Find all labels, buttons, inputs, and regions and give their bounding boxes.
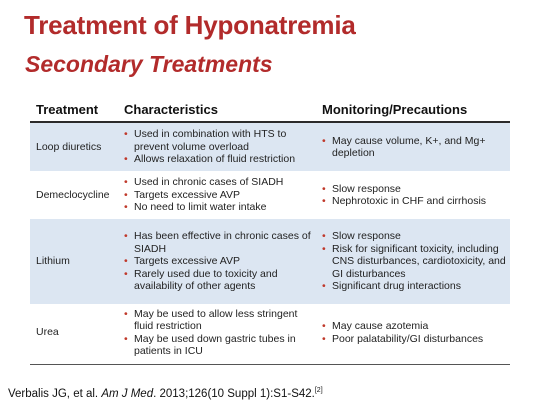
monitoring-cell (316, 304, 510, 361)
bullet-icon: • (322, 230, 326, 243)
list-item: • May cause volume, K+, and Mg+ depletion (322, 134, 486, 159)
list-item: • Used in combination with HTS to prevent volume overload (124, 128, 287, 153)
bullet-icon: • (124, 128, 128, 141)
slide-title: Treatment of Hyponatremia (24, 10, 356, 40)
list-item: • Rarely used due to toxicity and availability of other agents (124, 267, 278, 293)
bullet-icon: • (322, 320, 326, 332)
list-item: • May be used to allow less stringent fluid restriction (124, 307, 298, 332)
bullet-icon: • (124, 201, 128, 214)
header-monitoring: Monitoring/Precautions (316, 102, 510, 122)
header-characteristics: Characteristics (118, 102, 316, 122)
slide-subtitle: Secondary Treatments (25, 51, 273, 77)
table-bottom-divider (30, 364, 510, 365)
bullet-icon: • (124, 230, 128, 243)
bullet-icon: • (124, 332, 128, 345)
bullet-icon: • (124, 267, 128, 280)
list-item: • Slow response (322, 182, 401, 195)
treatment-table (30, 102, 510, 361)
characteristics-cell (118, 219, 316, 304)
table-row (30, 304, 510, 361)
list-item: • No need to limit water intake (124, 201, 267, 214)
table-header-row (30, 102, 510, 122)
bullet-icon: • (124, 153, 128, 166)
bullet-icon: • (322, 332, 326, 345)
bullet-icon: • (322, 280, 326, 293)
list-item: • Risk for significant toxicity, including CNS disturbances, cardiotoxicity, and GI disturbances (322, 242, 506, 280)
characteristics-cell (118, 122, 316, 171)
list-item: • Has been effective in chronic cases of SIADH (124, 230, 311, 255)
bullet-icon: • (322, 134, 326, 147)
list-item: • Targets excessive AVP (124, 188, 241, 201)
list-item: • Allows relaxation of fluid restriction (124, 153, 296, 166)
list-item: • Used in chronic cases of SIADH (124, 176, 284, 189)
bullet-icon: • (322, 242, 326, 255)
monitoring-cell (316, 122, 510, 171)
bullet-icon: • (124, 176, 128, 189)
list-item: • Poor palatability/GI disturbances (322, 332, 484, 345)
monitoring-cell (316, 219, 510, 304)
citation (8, 387, 323, 400)
bullet-icon: • (124, 255, 128, 268)
citation-authors: Verbalis JG, et al. (8, 387, 102, 400)
characteristics-cell (118, 304, 316, 361)
table-row (30, 122, 510, 171)
list-item: • Targets excessive AVP (124, 255, 241, 268)
list-item: • May be used down gastric tubes in patients in ICU (124, 332, 296, 357)
table-row (30, 171, 510, 219)
citation-journal: Am J Med (101, 387, 154, 400)
treatment-name: Urea (30, 304, 118, 361)
list-item: • May cause azotemia (322, 320, 429, 332)
treatment-name: Loop diuretics (30, 122, 118, 171)
header-treatment: Treatment (30, 102, 118, 122)
list-item: • Slow response (322, 230, 401, 243)
bullet-icon: • (124, 307, 128, 320)
citation-ref: [2] (314, 387, 323, 394)
bullet-icon: • (322, 182, 326, 195)
list-item: • Nephrotoxic in CHF and cirrhosis (322, 195, 487, 207)
treatment-name: Lithium (30, 219, 118, 304)
list-item: • Significant drug interactions (322, 280, 461, 293)
bullet-icon: • (124, 188, 128, 201)
treatment-name: Demeclocycline (30, 171, 118, 219)
citation-details: . 2013;126(10 Suppl 1):S1-S42. (153, 387, 315, 400)
bullet-icon: • (322, 195, 326, 207)
table-row (30, 219, 510, 304)
characteristics-cell (118, 171, 316, 219)
monitoring-cell (316, 171, 510, 219)
